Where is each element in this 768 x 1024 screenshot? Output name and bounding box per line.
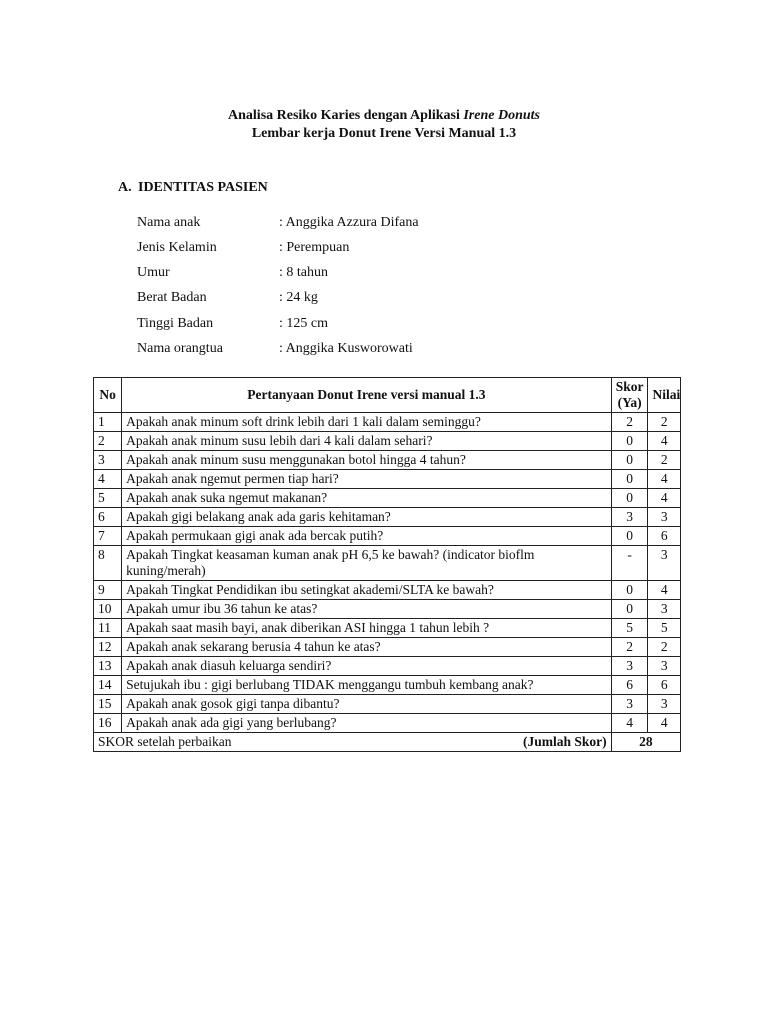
header-skor-line1: Skor (615, 379, 644, 394)
row-no: 14 (94, 676, 122, 695)
identity-row (137, 264, 328, 282)
row-skor: 0 (611, 600, 648, 619)
row-question: Apakah gigi belakang anak ada garis kehitaman? (122, 508, 612, 527)
row-question: Apakah permukaan gigi anak ada bercak putih? (122, 527, 612, 546)
row-question: Apakah anak suka ngemut makanan? (122, 489, 612, 508)
row-nilai: 4 (648, 432, 681, 451)
row-no: 6 (94, 508, 122, 527)
row-skor: 6 (611, 676, 648, 695)
row-no: 3 (94, 451, 122, 470)
row-no: 16 (94, 714, 122, 733)
identity-label: Tinggi Badan (137, 316, 214, 331)
table-row (94, 413, 681, 432)
identity-value: : 8 tahun (279, 265, 328, 280)
header-no: No (94, 378, 122, 413)
row-no: 9 (94, 581, 122, 600)
header-skor-line2: (Ya) (617, 395, 642, 410)
table-row (94, 508, 681, 527)
row-nilai: 4 (648, 470, 681, 489)
row-skor: 3 (611, 508, 648, 527)
document-subtitle: Lembar kerja Donut Irene Versi Manual 1.3 (251, 126, 517, 141)
row-question: Apakah anak gosok gigi tanpa dibantu? (122, 695, 612, 714)
row-no: 15 (94, 695, 122, 714)
row-nilai: 2 (648, 451, 681, 470)
footer-total-label: (Jumlah Skor) (523, 734, 607, 749)
row-no: 13 (94, 657, 122, 676)
row-nilai: 4 (648, 714, 681, 733)
row-nilai: 5 (648, 619, 681, 638)
footer-label: SKOR setelah perbaikan (98, 734, 232, 749)
row-nilai: 6 (648, 527, 681, 546)
row-question: Setujukah ibu : gigi berlubang TIDAK menggangu tumbuh kembang anak? (122, 676, 612, 695)
table-row (94, 619, 681, 638)
row-nilai: 3 (648, 508, 681, 527)
table-row (94, 657, 681, 676)
identity-value: : 125 cm (279, 316, 328, 331)
identity-row (137, 340, 413, 358)
row-no: 12 (94, 638, 122, 657)
document-title (0, 107, 768, 125)
section-title: IDENTITAS PASIEN (138, 180, 268, 195)
identity-row (137, 239, 349, 257)
row-no: 7 (94, 527, 122, 546)
identity-row (137, 214, 419, 232)
row-nilai: 2 (648, 638, 681, 657)
row-question: Apakah saat masih bayi, anak diberikan ASI hingga 1 tahun lebih ? (122, 619, 612, 638)
table-row (94, 489, 681, 508)
row-question: Apakah anak minum soft drink lebih dari 1 kali dalam seminggu? (122, 413, 612, 432)
row-skor: 0 (611, 470, 648, 489)
footer-cell (94, 733, 612, 752)
row-question: Apakah anak minum susu menggunakan botol hingga 4 tahun? (122, 451, 612, 470)
identity-label: Umur (137, 265, 170, 280)
row-question: Apakah umur ibu 36 tahun ke atas? (122, 600, 612, 619)
row-nilai: 3 (648, 600, 681, 619)
identity-row (137, 289, 318, 307)
row-question: Apakah anak minum susu lebih dari 4 kali dalam sehari? (122, 432, 612, 451)
table-row (94, 676, 681, 695)
row-skor: - (611, 546, 648, 581)
row-no: 1 (94, 413, 122, 432)
header-question: Pertanyaan Donut Irene versi manual 1.3 (122, 378, 612, 413)
row-skor: 0 (611, 451, 648, 470)
title-prefix: Analisa Resiko Karies dengan Aplikasi (228, 108, 464, 123)
title-italic: Irene Donuts (463, 108, 540, 123)
row-no: 8 (94, 546, 122, 581)
table-row (94, 527, 681, 546)
row-nilai: 3 (648, 546, 681, 581)
footer-total-value: 28 (611, 733, 680, 752)
row-skor: 2 (611, 638, 648, 657)
row-question: Apakah anak sekarang berusia 4 tahun ke atas? (122, 638, 612, 657)
row-nilai: 6 (648, 676, 681, 695)
table-header-row (94, 378, 681, 413)
row-skor: 0 (611, 432, 648, 451)
identity-value: : 24 kg (279, 290, 318, 305)
row-no: 10 (94, 600, 122, 619)
table-row (94, 432, 681, 451)
table-row (94, 581, 681, 600)
row-nilai: 4 (648, 489, 681, 508)
table-row (94, 600, 681, 619)
row-no: 2 (94, 432, 122, 451)
row-skor: 3 (611, 657, 648, 676)
table-row (94, 546, 681, 581)
table-footer-row (94, 733, 681, 752)
row-question: Apakah anak ada gigi yang berlubang? (122, 714, 612, 733)
questionnaire-table (93, 377, 681, 752)
section-letter: A. (118, 180, 132, 195)
row-skor: 2 (611, 413, 648, 432)
row-question: Apakah Tingkat Pendidikan ibu setingkat akademi/SLTA ke bawah? (122, 581, 612, 600)
identity-value: : Perempuan (279, 240, 350, 255)
identity-label: Nama orangtua (137, 341, 223, 356)
row-nilai: 3 (648, 695, 681, 714)
table-row (94, 470, 681, 489)
row-skor: 0 (611, 581, 648, 600)
row-no: 5 (94, 489, 122, 508)
identity-value: : Anggika Azzura Difana (279, 215, 419, 230)
table-row (94, 638, 681, 657)
row-nilai: 3 (648, 657, 681, 676)
row-skor: 3 (611, 695, 648, 714)
table-row (94, 714, 681, 733)
row-skor: 4 (611, 714, 648, 733)
row-nilai: 4 (648, 581, 681, 600)
identity-label: Jenis Kelamin (137, 240, 217, 255)
row-question: Apakah Tingkat keasaman kuman anak pH 6,5 ke bawah? (indicator bioflm kuning/merah) (122, 546, 612, 581)
section-heading (118, 179, 268, 197)
identity-value: : Anggika Kusworowati (279, 341, 413, 356)
header-nilai: Nilai (648, 378, 681, 413)
row-question: Apakah anak diasuh keluarga sendiri? (122, 657, 612, 676)
row-skor: 5 (611, 619, 648, 638)
table-row (94, 451, 681, 470)
row-skor: 0 (611, 489, 648, 508)
row-no: 4 (94, 470, 122, 489)
identity-row (137, 315, 328, 333)
identity-label: Berat Badan (137, 290, 207, 305)
identity-label: Nama anak (137, 215, 201, 230)
row-skor: 0 (611, 527, 648, 546)
row-question: Apakah anak ngemut permen tiap hari? (122, 470, 612, 489)
header-skor (611, 378, 648, 413)
table-row (94, 695, 681, 714)
row-nilai: 2 (648, 413, 681, 432)
row-no: 11 (94, 619, 122, 638)
